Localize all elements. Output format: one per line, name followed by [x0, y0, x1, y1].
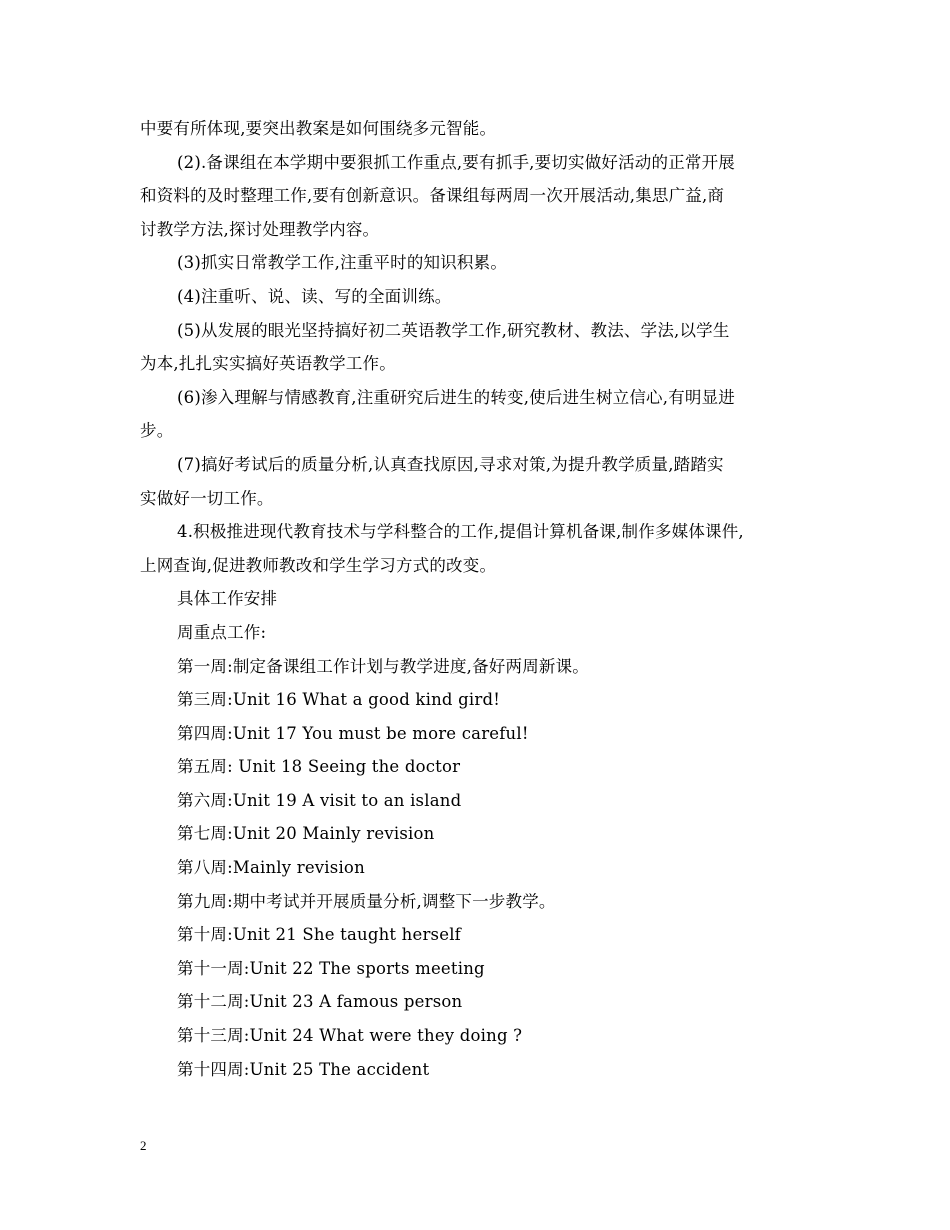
text-line: 第八周:Mainly revision — [177, 858, 365, 878]
text-line: 第十二周:Unit 23 A famous person — [177, 992, 463, 1012]
text-line: (2).备课组在本学期中要狠抓工作重点,要有抓手,要切实做好活动的正常开展 — [177, 152, 736, 172]
text-line: 第五周: Unit 18 Seeing the doctor — [177, 757, 461, 777]
document-body — [140, 112, 816, 1086]
text-line: 上网查询,促进教师教改和学生学习方式的改变。 — [140, 555, 497, 575]
text-line: 第十三周:Unit 24 What were they doing ? — [177, 1026, 523, 1046]
text-line: (7)搞好考试后的质量分析,认真查找原因,寻求对策,为提升教学质量,踏踏实 — [177, 454, 724, 474]
text-line: 第三周:Unit 16 What a good kind gird! — [177, 690, 501, 710]
page-number: 2 — [140, 1138, 147, 1153]
text-line: 第四周:Unit 17 You must be more careful! — [177, 723, 529, 743]
text-line: 讨教学方法,探讨处理教学内容。 — [140, 219, 380, 239]
text-line: 第十一周:Unit 22 The sports meeting — [177, 958, 485, 978]
text-line: 4.积极推进现代教育技术与学科整合的工作,提倡计算机备课,制作多媒体课件, — [177, 522, 744, 542]
text-line: 第十周:Unit 21 She taught herself — [177, 925, 461, 945]
text-line: 第十四周:Unit 25 The accident — [177, 1059, 430, 1079]
text-line: 第一周:制定备课组工作计划与教学进度,备好两周新课。 — [177, 656, 590, 676]
text-line: 为本,扎扎实实搞好英语教学工作。 — [140, 354, 396, 374]
text-line: (5)从发展的眼光坚持搞好初二英语教学工作,研究教材、教法、学法,以学生 — [177, 320, 730, 340]
text-line: 步。 — [140, 421, 174, 441]
text-line: (3)抓实日常教学工作,注重平时的知识积累。 — [177, 253, 508, 273]
text-line: (6)渗入理解与情感教育,注重研究后进生的转变,使后进生树立信心,有明显进 — [177, 387, 736, 407]
text-line: 具体工作安排 — [177, 589, 278, 609]
text-line: (4)注重听、说、读、写的全面训练。 — [177, 286, 452, 306]
text-line: 第七周:Unit 20 Mainly revision — [177, 824, 435, 844]
text-line: 第六周:Unit 19 A visit to an island — [177, 790, 462, 810]
text-line: 第九周:期中考试并开展质量分析,调整下一步教学。 — [177, 891, 556, 911]
text-line: 中要有所体现,要突出教案是如何围绕多元智能。 — [140, 119, 497, 138]
text-line: 周重点工作: — [177, 622, 267, 642]
text-line: 和资料的及时整理工作,要有创新意识。备课组每两周一次开展活动,集思广益,商 — [140, 186, 725, 206]
text-line: 实做好一切工作。 — [140, 488, 274, 508]
